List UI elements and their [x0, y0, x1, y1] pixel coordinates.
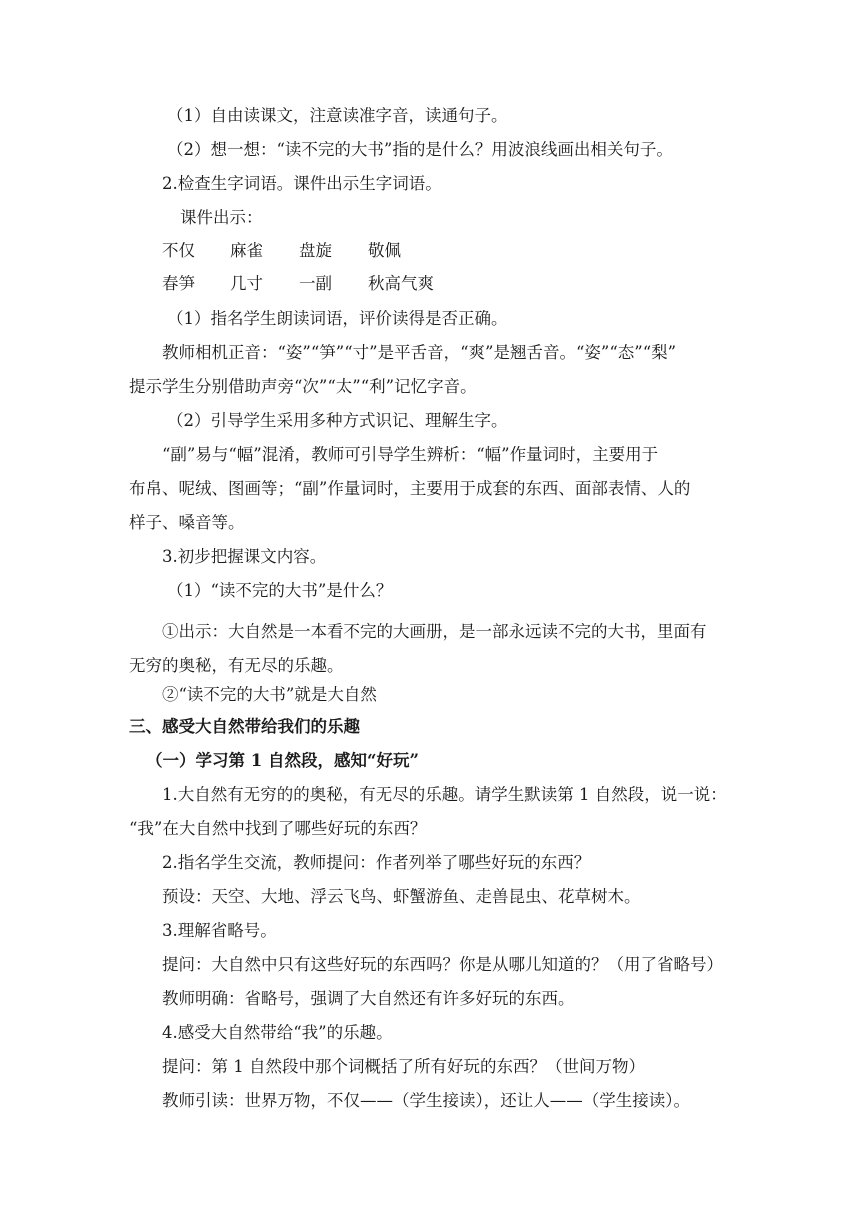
paragraph-line: 1.大自然有无穷的的奥秘，有无尽的乐趣。请学生默读第 1 自然段，说一说：	[162, 785, 727, 804]
paragraph-line: （1）自由读课文，注意读准字音，读通句子。	[167, 106, 508, 125]
paragraph-line: 布帛、呢绒、图画等；“副”作量词时，主要用于成套的东西、面部表情、人的	[129, 479, 691, 498]
paragraph-line: 样子、嗓音等。	[129, 513, 245, 532]
vocab-word: 几寸	[230, 274, 263, 293]
paragraph-line: 3.理解省略号。	[162, 921, 277, 940]
paragraph-line: “副”易与“幅”混淆，教师可引导学生辨析：“幅”作量词时，主要用于	[162, 445, 659, 464]
vocab-word: 盘旋	[299, 241, 332, 260]
paragraph-line: 提问：第 1 自然段中那个词概括了所有好玩的东西？（世间万物）	[162, 1057, 645, 1076]
paragraph-line: （1）指名学生朗读词语，评价读得是否正确。	[167, 309, 508, 328]
paragraph-line: 2.指名学生交流，教师提问：作者列举了哪些好玩的东西？	[162, 853, 591, 872]
vocab-word: 敬佩	[368, 241, 401, 260]
paragraph-line: （1）“读不完的大书”是什么？	[167, 581, 393, 600]
paragraph-line: 教师明确：省略号，强调了大自然还有许多好玩的东西。	[162, 989, 575, 1008]
paragraph-line: “我”在大自然中找到了哪些好玩的东西？	[129, 819, 427, 838]
paragraph-line: ①出示：大自然是一本看不完的大画册，是一部永远读不完的大书，里面有	[162, 622, 707, 641]
paragraph-line: 4.感受大自然带给“我”的乐趣。	[162, 1023, 393, 1042]
paragraph-line: （2）想一想：“读不完的大书”指的是什么？用波浪线画出相关句子。	[167, 140, 673, 159]
paragraph-line: 无穷的奥秘，有无尽的乐趣。	[129, 656, 344, 675]
vocab-word: 秋高气爽	[368, 274, 434, 293]
vocab-word: 麻雀	[230, 241, 263, 260]
paragraph-line: （2）引导学生采用多种方式识记、理解生字。	[167, 411, 508, 430]
paragraph-line: 教师相机正音：“姿”“笋”“寸”是平舌音，“爽”是翘舌音。“姿”“态”“梨”	[162, 343, 677, 362]
paragraph-line: 课件出示：	[180, 208, 263, 227]
vocab-word: 不仅	[162, 241, 195, 260]
vocab-word: 一副	[299, 274, 332, 293]
vocab-word: 春笋	[162, 274, 195, 293]
section-heading: 三、感受大自然带给我们的乐趣	[129, 717, 360, 736]
paragraph-line: 提示学生分别借助声旁“次”“太”“利”记忆字音。	[129, 377, 477, 396]
subsection-heading: （一）学习第 1 自然段，感知“好玩”	[146, 751, 419, 770]
paragraph-line: 提问：大自然中只有这些好玩的东西吗？你是从哪儿知道的？（用了省略号）	[162, 955, 723, 974]
paragraph-line: ②“读不完的大书”就是大自然	[162, 685, 377, 704]
paragraph-line: 预设：天空、大地、浮云飞鸟、虾蟹游鱼、走兽昆虫、花草树木。	[162, 887, 641, 906]
paragraph-line: 3.初步把握课文内容。	[162, 547, 327, 566]
paragraph-line: 教师引读：世界万物，不仅——（学生接读），还让人——（学生接读）。	[162, 1091, 690, 1110]
paragraph-line: 2.检查生字词语。课件出示生字词语。	[162, 174, 442, 193]
